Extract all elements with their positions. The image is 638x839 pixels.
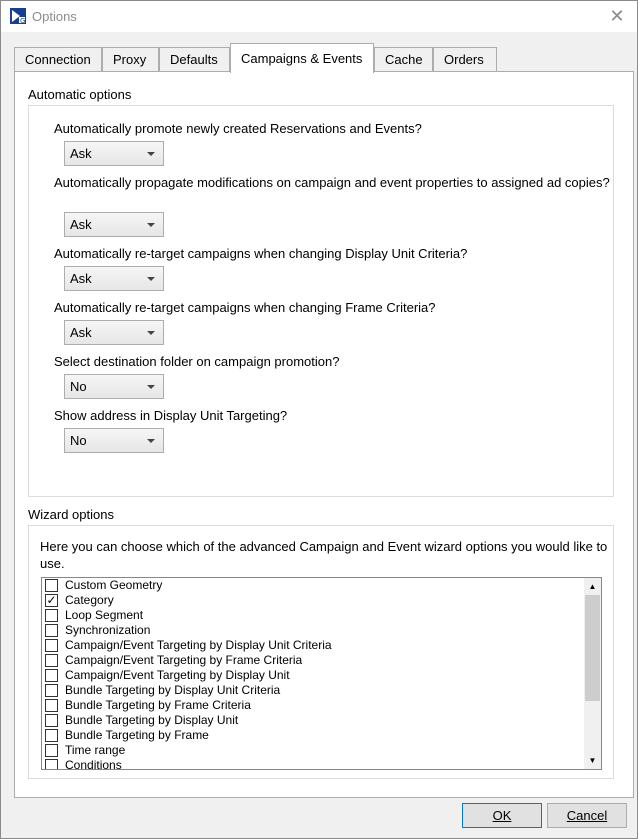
ok-button[interactable] [462, 803, 542, 828]
list-item[interactable] [44, 578, 584, 593]
automatic-options-label: Automatic options [28, 87, 132, 102]
list-item-label: Campaign/Event Targeting by Frame Criteria [65, 653, 303, 667]
destination-folder-select-value: No [70, 379, 87, 394]
automatic-options-group [28, 105, 614, 497]
list-item-label: Bundle Targeting by Frame [65, 728, 209, 742]
show-address-select[interactable] [64, 428, 164, 453]
cancel-button-label: Cancel [566, 808, 608, 823]
scroll-up-icon[interactable]: ▲ [588, 582, 597, 591]
wizard-description: Here you can choose which of the advanced Campaign and Event wizard options you would like to use. [40, 539, 608, 571]
list-item[interactable] [44, 743, 584, 758]
show-address-question: Show address in Display Unit Targeting? [54, 408, 288, 423]
promote-question: Automatically promote newly created Reservations and Events? [54, 121, 422, 136]
checkbox[interactable] [45, 744, 58, 757]
scrollbar-thumb[interactable] [585, 595, 600, 701]
check-icon: ✓ [46, 593, 57, 607]
checkbox[interactable] [45, 654, 58, 667]
title-bar[interactable] [1, 1, 637, 32]
list-item-label: Campaign/Event Targeting by Display Unit Criteria [65, 638, 332, 652]
list-item[interactable] [44, 638, 584, 653]
list-item[interactable] [44, 713, 584, 728]
list-item-label: Category [65, 593, 114, 607]
list-item-label: Time range [65, 743, 126, 757]
close-icon[interactable]: ✕ [609, 6, 625, 26]
list-item-label: Loop Segment [65, 608, 144, 622]
chevron-down-icon [147, 223, 155, 227]
ok-button-label: OK [492, 808, 512, 823]
list-item-label: Bundle Targeting by Frame Criteria [65, 698, 251, 712]
chevron-down-icon [147, 277, 155, 281]
tab-cache[interactable]: Cache [374, 47, 433, 72]
list-item[interactable] [44, 593, 584, 608]
tab-orders[interactable]: Orders [433, 47, 497, 72]
campaigns-events-panel [14, 71, 634, 798]
list-item[interactable] [44, 608, 584, 623]
propagate-select[interactable] [64, 212, 164, 237]
chevron-down-icon [147, 152, 155, 156]
checkbox[interactable] [45, 684, 58, 697]
checkbox[interactable] [45, 624, 58, 637]
list-item-label: Conditions [65, 758, 122, 770]
checkbox[interactable] [45, 714, 58, 727]
propagate-question: Automatically propagate modifications on campaign and event properties to assigned ad copies? [54, 175, 610, 190]
checkbox[interactable] [45, 759, 58, 770]
retarget-frame-question: Automatically re-target campaigns when changing Frame Criteria? [54, 300, 436, 315]
cancel-button[interactable] [547, 803, 627, 828]
window-title: Options [32, 9, 77, 24]
wizard-options-label: Wizard options [28, 507, 114, 522]
tab-strip [14, 43, 634, 72]
list-item-label: Synchronization [65, 623, 151, 637]
destination-folder-select[interactable] [64, 374, 164, 399]
retarget-display-unit-select[interactable] [64, 266, 164, 291]
list-item[interactable] [44, 653, 584, 668]
checkbox[interactable] [45, 699, 58, 712]
list-item-label: Bundle Targeting by Display Unit [65, 713, 239, 727]
checkbox[interactable] [45, 609, 58, 622]
promote-select[interactable] [64, 141, 164, 166]
chevron-down-icon [147, 439, 155, 443]
tab-campaigns-events[interactable]: Campaigns & Events [230, 43, 374, 73]
checkbox[interactable] [45, 579, 58, 592]
list-item[interactable] [44, 698, 584, 713]
tab-proxy[interactable]: Proxy [102, 47, 159, 72]
list-item-label: Custom Geometry [65, 578, 163, 592]
list-item[interactable] [44, 683, 584, 698]
show-address-select-value: No [70, 433, 87, 448]
tab-defaults[interactable]: Defaults [159, 47, 230, 72]
checkbox[interactable] [45, 729, 58, 742]
propagate-select-value: Ask [70, 217, 92, 232]
retarget-display-unit-select-value: Ask [70, 271, 92, 286]
chevron-down-icon [147, 385, 155, 389]
list-item-label: Bundle Targeting by Display Unit Criteria [65, 683, 281, 697]
list-item[interactable] [44, 728, 584, 743]
scroll-down-icon[interactable]: ▼ [588, 756, 597, 765]
checkbox[interactable] [45, 639, 58, 652]
list-item[interactable] [44, 758, 584, 770]
retarget-frame-select[interactable] [64, 320, 164, 345]
retarget-display-unit-question: Automatically re-target campaigns when changing Display Unit Criteria? [54, 246, 468, 261]
retarget-frame-select-value: Ask [70, 325, 92, 340]
app-icon [10, 8, 26, 24]
tab-connection[interactable]: Connection [14, 47, 102, 72]
destination-folder-question: Select destination folder on campaign promotion? [54, 354, 340, 369]
checkbox[interactable] [45, 594, 58, 607]
chevron-down-icon [147, 331, 155, 335]
promote-select-value: Ask [70, 146, 92, 161]
vertical-scrollbar[interactable] [584, 578, 601, 769]
list-item[interactable] [44, 623, 584, 638]
svg-text:G: G [20, 17, 26, 24]
list-item-label: Campaign/Event Targeting by Display Unit [65, 668, 290, 682]
wizard-options-list[interactable] [41, 577, 602, 770]
list-item[interactable] [44, 668, 584, 683]
checkbox[interactable] [45, 669, 58, 682]
